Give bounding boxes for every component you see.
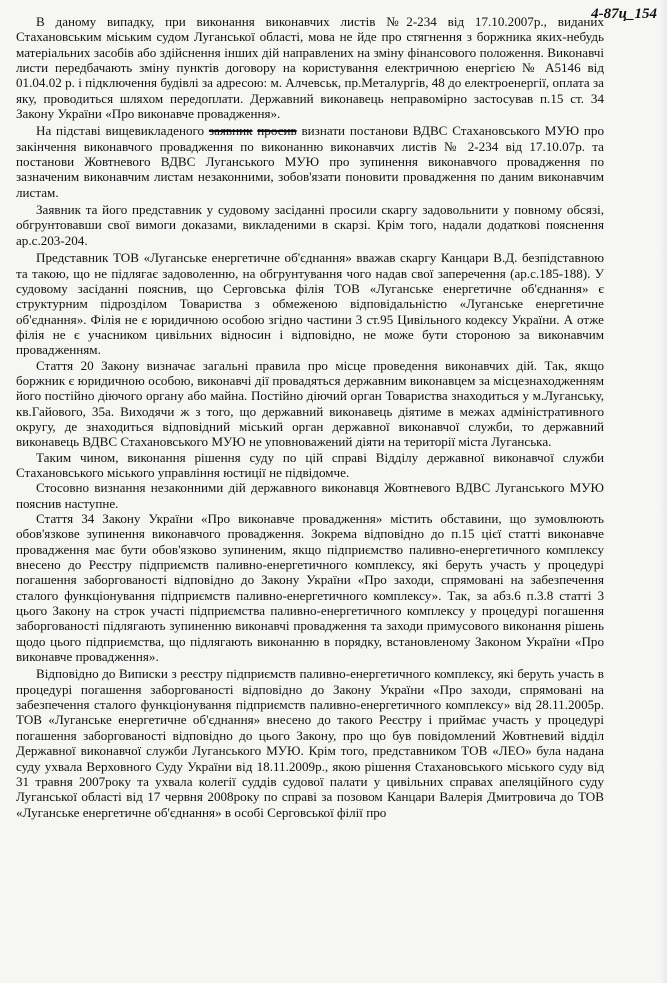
paragraph-7: Стосовно визнання незаконними дій державного виконавця Жовтневого ВДВС Луганського МУЮ пояснив наступне.: [16, 480, 604, 511]
paragraph-2: На підставі вищевикладеного заявник просив визнати постанови ВДВС Стахановського МУЮ про закінчення виконавчого провадження по виконанню виконавчих листів № 2-234 від 17.10.07р. та постанови Жовтневого ВДВС Луганського МУЮ про зупинення виконавчого провадження по зазначеним виконавчим листам незаконними, зобов'язати поновити провадження по даним виконавчим листам.: [16, 123, 604, 200]
paragraph-6: Таким чином, виконання рішення суду по цій справі Відділу державної виконавчої служби Стахановського міського управління юстиції не підвідомче.: [16, 449, 604, 480]
paragraph-5: Стаття 20 Закону визначає загальні правила про місце проведення виконавчих дій. Так, якщо боржник є юридичною особою, виконавчі дії провадяться державним виконавцем за місцезнаходженням його постійно діючого органу або майна. Постійно діючий орган Товариства знаходиться у м.Луганську, кв.Гайового, 35а. Виходячи ж з того, що державний виконавець діятиме в межах адміністративного округу, де знаходиться відповідний міський орган державної виконавчої служби, то державний виконавець ВДВС Стахановського МУЮ не уповноважений діяти на території міста Луганська.: [16, 357, 604, 450]
paragraph-1: В даному випадку, при виконання виконавчих листів №2-234 від 17.10.2007р., виданих Стахановським міським судом Луганської області, мова не йде про стягнення з боржника яких-небудь матеріальних засобів або здійснення інших дій направлених на зміну фінансового положення. Виконавчі листи передбачають зміну пунктів договору на користування електричною енергією № А5146 від 01.04.02 р. і підключення будівлі за адресою: м. Алчевськ, пр.Металургів, 48 до електроенергії, оплата за яку, проводиться шляхом передоплати. Державний виконавець неправомірно застосував п.15 ст. 34 Закону України «Про виконавче провадження».: [16, 14, 604, 122]
struck-word: заявник: [208, 123, 253, 139]
document-id: 4-87ц_154: [591, 6, 657, 22]
paragraph-9: Відповідно до Виписки з реєстру підприємств паливно-енергетичного комплексу, які беруть участь в процедурі погашення заборгованості відповідно до Закону України «Про заходи, спрямовані на забезпечення сталого функціонування підприємств паливно-енергетичного комплексу» від 28.11.2005р. ТОВ «Луганське енергетичне об'єднання» внесено до такого Реєстру і приймає участь у процедурі погашення заборгованості відповідно до цього Закону, про що був повідомлений Жовтневий відділ Державної виконавчої служби Луганського МУЮ. Крім того, представником ТОВ «ЛЕО» була надана суду ухвала Верховного Суду України від 18.11.2009р., якою рішення Стахановського міського суду від 31 травня 2007року та ухвала колегії суддів судової палати у цивільних справах апеляційного суду Луганської області від 17 червня 2008року по справі за позовом Канцари Валерія Дмитровича до ТОВ «Луганське енергетичне об'єднання» в особі Серговської філії про: [16, 666, 604, 820]
scan-edge-shadow: [659, 0, 667, 983]
paragraph-3: Заявник та його представник у судовому засіданні просили скаргу задовольнити у повному обсязі, обгрунтовавши свої вимоги доказами, викладеними в скарзі. Крім того, надали додаткові пояснення ар.с.203-204.: [16, 202, 604, 248]
document-body: [16, 14, 604, 820]
struck-word: просив: [257, 123, 297, 139]
paragraph-4: Представник ТОВ «Луганське енергетичне об'єднання» вважав скаргу Канцари В.Д. безпідставною та такою, що не підлягає задоволенню, на обгрунтування чого надав свої заперечення (ар.с.185-188). У судовому засіданні пояснив, що Серговська філія ТОВ «Луганське енергетичне об'єднання» є структурним підрозділом Товариства з обмеженою відповідальністю «Луганське енергетичне об'єднання». Філія не є юридичною особою згідно частини 3 ст.95 Цивільного кодексу України. А отже філія не є учасником цивільних відносин і відповідно, не може бути стороною за виконавчим провадженням.: [16, 250, 604, 358]
paragraph-8: Стаття 34 Закону України «Про виконавче провадження» містить обставини, що зумовлюють обов'язкове зупинення виконавчого провадження. Зокрема відповідно до п.15 цієї статті виконавче провадження має бути обов'язково зупиненим, якщо підприємство паливно-енергетичного комплексу внесено до Реєстру підприємств паливно-енергетичного комплексу, які беруть участь у процедурі погашення заборгованості відповідно до Закону України «Про заходи, спрямовані на забезпечення сталого функціонування підприємств паливно-енергетичного комплексу». Так, за абз.6 п.3.8 статті 3 цього Закону на строк участі підприємства паливно-енергетичного комплексу у процедурі погашення заборгованості підлягають зупиненню виконавчі провадження та заходи примусового виконання рішень щодо цього підприємства, що підлягають виконанню в порядку, встановленому Законом України «Про виконавче провадження».: [16, 511, 604, 665]
